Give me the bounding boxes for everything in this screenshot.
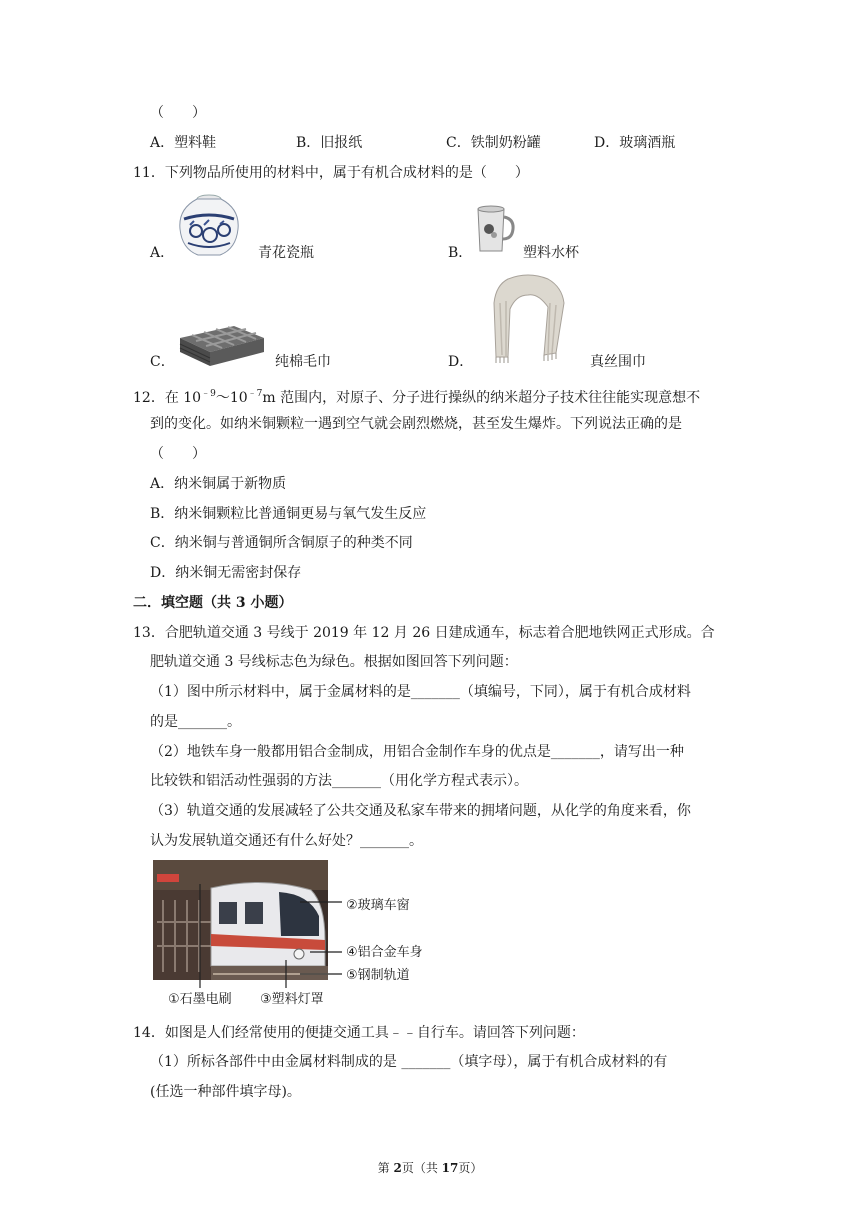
q12-answer-paren: （ ） (150, 446, 206, 462)
q10-answer-paren: （ ） (150, 105, 206, 121)
q10-option-c: C．铁制奶粉罐 (446, 135, 541, 151)
figure-label-steel: ⑤钢制轨道 (346, 968, 410, 983)
q13-sub3-line2: 认为发展轨道交通还有什么好处？_______。 (150, 833, 423, 849)
q13-sub2-line2: 比较铁和铝活动性强弱的方法_______（用化学方程式表示）。 (150, 773, 528, 789)
q11-option-d-label: 真丝围巾 (590, 354, 646, 370)
q12-stem-line1: 12．在 $10^{﹣9}\sim 10^{﹣7}m$ 范围内，对原子、分子进行操纵的纳米超分子技术往往能实现意想不 (133, 389, 701, 406)
q10-option-b: B．旧报纸 (296, 135, 363, 151)
q11-stem: 11．下列物品所使用的材料中，属于有机合成材料的是（ ） (133, 165, 529, 181)
q11-option-a-letter: A． (150, 245, 175, 261)
cotton-towel-image (176, 318, 268, 368)
figure-label-graphite: ①石墨电刷 (168, 992, 232, 1007)
q14-stem: 14．如图是人们经常使用的便捷交通工具﹣﹣自行车。请回答下列问题： (133, 1025, 585, 1041)
q11-option-b-letter: B． (448, 245, 473, 261)
q13-stem-line1: 13．合肥轨道交通 3 号线于 2019 年 12 月 26 日建成通车，标志着合肥地铁网正式形成。合 (133, 625, 715, 641)
q12-option-c: C．纳米铜与普通铜所含铜原子的种类不同 (150, 535, 413, 551)
q14-sub1-line2: (任选一种部件填字母)。 (150, 1084, 301, 1100)
silk-scarf-image (478, 273, 578, 365)
q12-stem-line2: 到的变化。如纳米铜颗粒一遇到空气就会剧烈燃烧，甚至发生爆炸。下列说法正确的是 (150, 416, 682, 432)
q12-option-b: B．纳米铜颗粒比普通铜更易与氧气发生反应 (150, 506, 427, 522)
q13-sub3-line1: （3）轨道交通的发展减轻了公共交通及私家车带来的拥堵问题，从化学的角度来看，你 (150, 803, 691, 819)
q11-option-b-label: 塑料水杯 (523, 245, 579, 261)
q12-option-a: A．纳米铜属于新物质 (150, 476, 287, 492)
figure-label-glass: ②玻璃车窗 (346, 898, 410, 913)
section-heading: 二．填空题（共 3 小题） (133, 595, 293, 611)
figure-label-alloy: ④铝合金车身 (346, 945, 423, 960)
q12-option-d: D．纳米铜无需密封保存 (150, 565, 302, 581)
page-number: 2 (393, 1161, 402, 1175)
porcelain-vase-image (174, 193, 244, 257)
q11-option-c-letter: C． (150, 354, 175, 370)
q11-option-d-letter: D． (448, 354, 474, 370)
q13-stem-line2: 肥轨道交通 3 号线标志色为绿色。根据如图回答下列问题： (150, 654, 518, 670)
q10-option-a: A．塑料鞋 (150, 135, 217, 151)
q13-sub1-line1: （1）图中所示材料中，属于金属材料的是_______（填编号，下同），属于有机合成材料 (150, 684, 691, 700)
q11-option-c-label: 纯棉毛巾 (275, 354, 331, 370)
q13-sub2-line1: （2）地铁车身一般都用铝合金制成，用铝合金制作车身的优点是_______，请写出一种 (150, 744, 684, 760)
q13-sub1-line2: 的是_______。 (150, 714, 241, 730)
plastic-cup-image (474, 205, 516, 255)
q11-option-a-label: 青花瓷瓶 (258, 245, 314, 261)
page-footer: 第 2页（共 17页） (377, 1161, 483, 1175)
q10-option-d: D．玻璃酒瓶 (594, 135, 676, 151)
page-total: 17 (441, 1161, 459, 1175)
q14-sub1-line1: （1）所标各部件中由金属材料制成的是 _______（填字母），属于有机合成材料的有 (150, 1054, 668, 1070)
figure-label-plastic: ③塑料灯罩 (260, 992, 324, 1007)
